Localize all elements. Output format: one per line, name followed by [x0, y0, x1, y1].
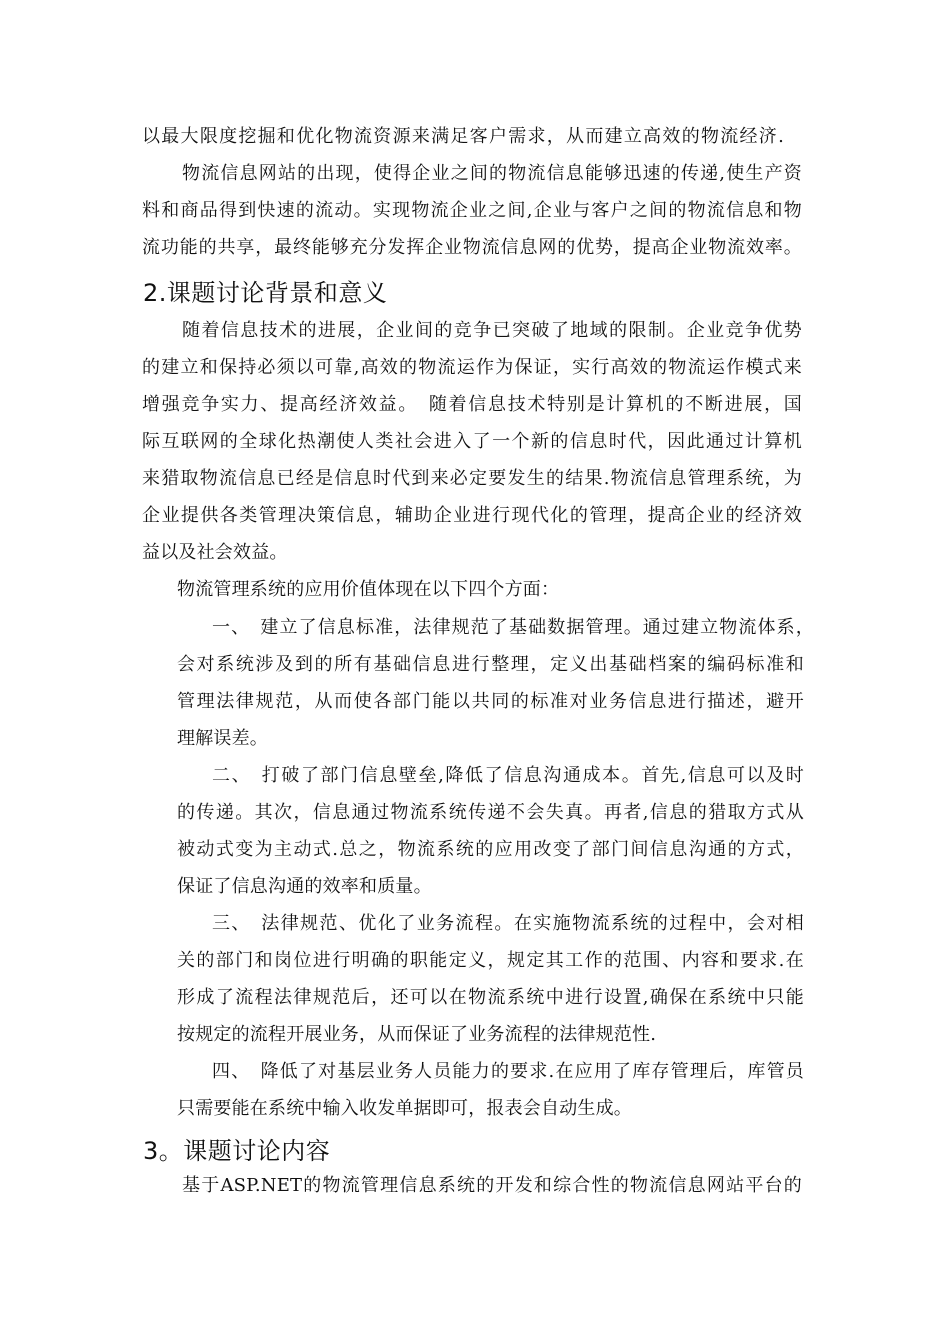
intro-line-2: 物流信息网站的出现，使得企业之间的物流信息能够迅速的传递,使生产资 [182, 163, 802, 184]
intro-line-1: 以最大限度挖掘和优化物流资源来满足客户需求，从而建立高效的物流经济. [142, 126, 784, 147]
background-line-7: 益以及社会效益。 [142, 542, 288, 563]
point-2-line-2: 的传递。其次，信息通过物流系统传递不会失真。再者,信息的猎取方式从 [177, 802, 804, 823]
point-2-line-3: 被动式变为主动式.总之，物流系统的应用改变了部门间信息沟通的方式， [177, 839, 804, 860]
point-4-line-1: 四、 降低了对基层业务人员能力的要求.在应用了库存管理后，库管员 [212, 1061, 804, 1082]
intro-line-4: 流功能的共享，最终能够充分发挥企业物流信息网的优势，提高企业物流效率。 [142, 237, 802, 258]
point-3-line-1: 三、 法律规范、优化了业务流程。在实施物流系统的过程中，会对相 [212, 913, 804, 934]
point-2-line-4: 保证了信息沟通的效率和质量。 [177, 876, 432, 897]
point-4-line-2: 只需要能在系统中输入收发单据即可，报表会自动生成。 [177, 1098, 632, 1119]
background-line-6: 企业提供各类管理决策信息，辅助企业进行现代化的管理，提高企业的经济效 [142, 505, 802, 526]
point-1-line-2: 会对系统涉及到的所有基础信息进行整理，定义出基础档案的编码标准和 [177, 654, 804, 675]
point-1-line-3: 管理法律规范，从而使各部门能以共同的标准对业务信息进行描述，避开 [177, 691, 804, 712]
point-2-line-1: 二、 打破了部门信息壁垒,降低了信息沟通成本。首先,信息可以及时 [212, 765, 804, 786]
background-line-5: 来猎取物流信息已经是信息时代到来必定要发生的结果.物流信息管理系统，为 [142, 468, 802, 489]
content-line-1: 基于ASP.NET的物流管理信息系统的开发和综合性的物流信息网站平台的 [182, 1175, 802, 1196]
section-3-heading: 3。课题讨论内容 [143, 1137, 331, 1165]
background-line-2: 的建立和保持必须以可靠,高效的物流运作为保证，实行高效的物流运作模式来 [142, 357, 802, 378]
value-intro-line: 物流管理系统的应用价值体现在以下四个方面： [177, 579, 560, 600]
point-1-line-1: 一、 建立了信息标准，法律规范了基础数据管理。通过建立物流体系， [212, 617, 814, 638]
section-2-heading: 2.课题讨论背景和意义 [143, 279, 388, 307]
point-3-line-4: 按规定的流程开展业务，从而保证了业务流程的法律规范性. [177, 1024, 657, 1045]
background-line-4: 际互联网的全球化热潮使人类社会进入了一个新的信息时代，因此通过计算机 [142, 431, 802, 452]
point-1-line-4: 理解误差。 [177, 728, 268, 749]
point-3-line-3: 形成了流程法律规范后，还可以在物流系统中进行设置,确保在系统中只能 [177, 987, 804, 1008]
intro-line-3: 料和商品得到快速的流动。实现物流企业之间,企业与客户之间的物流信息和物 [142, 200, 802, 221]
background-line-3: 增强竞争实力、提高经济效益。 随着信息技术特别是计算机的不断进展，国 [142, 394, 802, 415]
background-line-1: 随着信息技术的进展，企业间的竞争已突破了地域的限制。企业竞争优势 [182, 320, 802, 341]
point-3-line-2: 关的部门和岗位进行明确的职能定义，规定其工作的范围、内容和要求.在 [177, 950, 804, 971]
